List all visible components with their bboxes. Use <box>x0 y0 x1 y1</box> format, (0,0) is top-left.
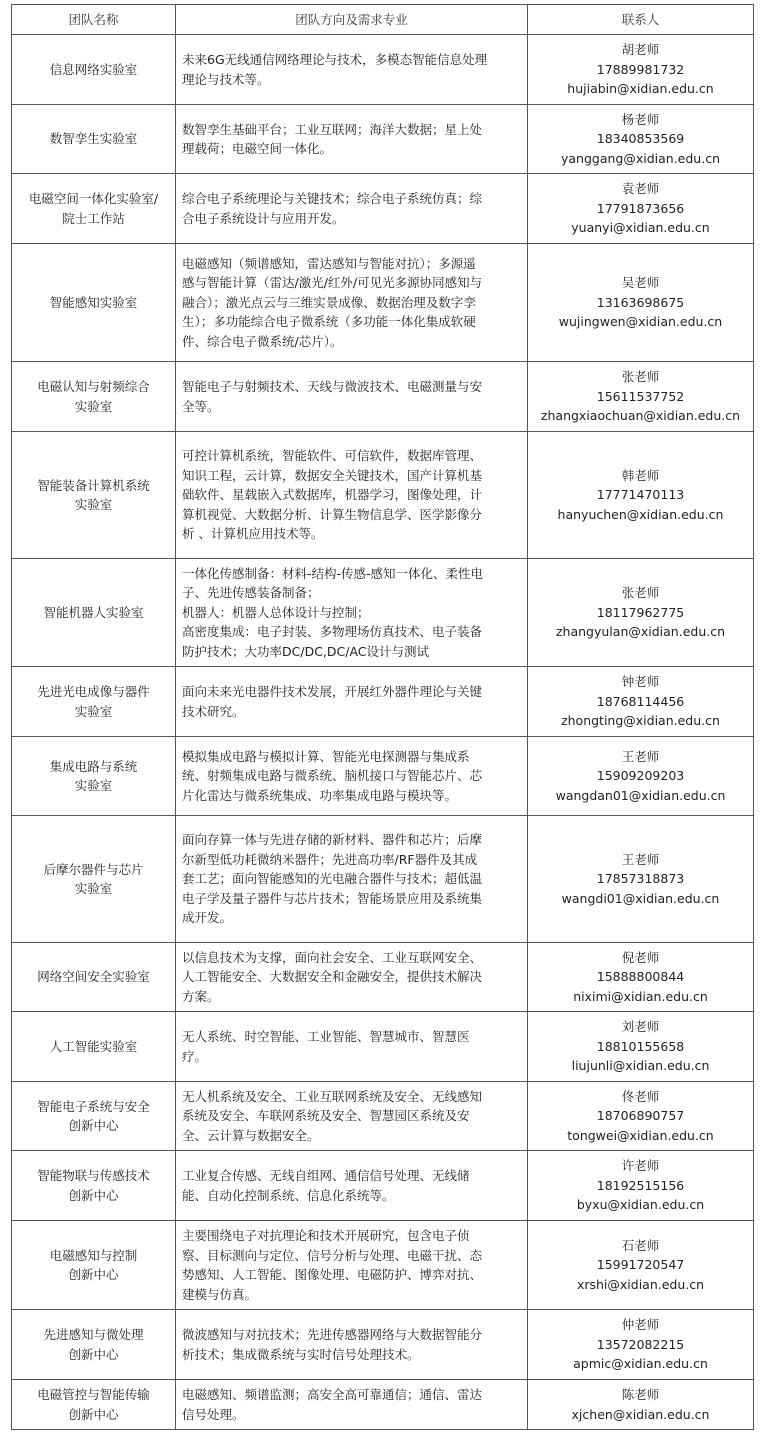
direction-line: 全等。 <box>182 398 220 414</box>
contact-email[interactable]: hanyuchen@xidian.edu.cn <box>557 506 724 522</box>
team-name-cell <box>12 1310 176 1380</box>
table-row <box>12 1012 754 1082</box>
direction-line: 以信息技术为支撑，面向社会安全、工业互联网安全、 <box>182 949 483 965</box>
direction-line: 智能电子与射频技术、天线与微波技术、电磁测量与安 <box>182 379 483 394</box>
direction-line: 成开发。 <box>182 910 233 926</box>
direction-line: 片化雷达与微系统集成、功率集成电路与模块等。 <box>182 787 458 803</box>
table-row <box>12 174 754 244</box>
direction-cell <box>176 174 528 244</box>
direction-line: 尔新型低功耗微纳米器件；先进高功率/RF器件及其成 <box>182 851 478 867</box>
contact-cell <box>528 362 754 432</box>
contact-name: 张老师 <box>621 585 660 601</box>
contact-name: 王老师 <box>621 851 660 867</box>
direction-line: 析 、计算机应用技术等。 <box>182 526 324 542</box>
contact-email[interactable]: zhangxiaochuan@xidian.edu.cn <box>540 408 741 424</box>
table-row <box>12 737 754 816</box>
contact-cell <box>528 943 754 1012</box>
header-row <box>12 5 754 35</box>
team-name-cell <box>12 1380 176 1430</box>
direction-cell <box>176 244 528 362</box>
contact-phone: 18340853569 <box>596 131 685 147</box>
team-name-line: 智能电子系统与安全 <box>37 1098 150 1114</box>
contact-name: 刘老师 <box>621 1019 660 1035</box>
direction-line: 机器人：机器人总体设计与控制； <box>182 604 370 620</box>
contact-phone: 17791873656 <box>596 200 685 216</box>
team-name-cell <box>12 1012 176 1082</box>
team-name-line: 智能感知实验室 <box>49 294 138 310</box>
contact-name: 倪老师 <box>621 949 660 965</box>
header-contact: 联系人 <box>528 5 754 35</box>
contact-phone: 17889981732 <box>596 61 685 77</box>
direction-line: 统、射频集成电路与微系统、脑机接口与智能芯片、芯 <box>182 768 483 784</box>
direction-line: 未来6G无线通信网络理论与技术，多模态智能信息处理 <box>182 52 488 67</box>
direction-cell <box>176 559 528 667</box>
contact-phone: 15909209203 <box>596 768 685 784</box>
direction-line: 微波感知与对抗技术；先进传感器网络与大数据智能分 <box>182 1327 483 1342</box>
contact-email[interactable]: wujingwen@xidian.edu.cn <box>558 314 723 330</box>
direction-line: 建模与仿真。 <box>182 1286 258 1302</box>
contact-email[interactable]: apmic@xidian.edu.cn <box>573 1356 708 1372</box>
team-name-line: 创新中心 <box>68 1406 119 1422</box>
contact-cell <box>528 105 754 174</box>
team-name-cell <box>12 244 176 362</box>
team-name-cell <box>12 35 176 105</box>
team-name-line: 创新中心 <box>68 1187 119 1203</box>
contact-cell <box>528 667 754 737</box>
team-name-line: 电磁管控与智能传输 <box>37 1387 150 1402</box>
direction-cell <box>176 105 528 174</box>
direction-line: 高密度集成：电子封装、多物理场仿真技术、电子装备 <box>182 624 483 640</box>
contact-email[interactable]: wangdi01@xidian.edu.cn <box>561 890 720 906</box>
team-name-line: 创新中心 <box>68 1346 119 1362</box>
direction-line: 方案。 <box>182 988 220 1004</box>
contact-name: 陈老师 <box>621 1387 660 1402</box>
direction-cell <box>176 943 528 1012</box>
contact-name: 仲老师 <box>621 1317 660 1333</box>
direction-line: 电磁感知、频谱监测；高安全高可靠通信；通信、雷达 <box>182 1387 483 1402</box>
header-direction: 团队方向及需求专业 <box>176 5 528 35</box>
table-row <box>12 667 754 737</box>
contact-name: 袁老师 <box>621 181 660 197</box>
direction-line: 面向存算一体与先进存储的新材料、器件和芯片；后摩 <box>182 832 483 848</box>
team-name-line: 电磁感知与控制 <box>49 1247 138 1263</box>
direction-line: 主要围绕电子对抗理论和技术开展研究，包含电子侦 <box>182 1228 470 1243</box>
table-row <box>12 105 754 174</box>
table-row <box>12 559 754 667</box>
contact-name: 胡老师 <box>621 42 660 58</box>
direction-line: 技术研究。 <box>182 703 245 719</box>
contact-phone: 13572082215 <box>596 1336 685 1352</box>
table-row <box>12 1151 754 1221</box>
contact-email[interactable]: wangdan01@xidian.edu.cn <box>555 787 726 803</box>
contact-cell <box>528 432 754 559</box>
direction-line: 感与智能计算（雷达/激光/红外/可见光多源协同感知与 <box>182 275 483 291</box>
direction-line: 套工艺；面向智能感知的光电融合器件与技术；超低温 <box>182 871 483 887</box>
table-row <box>12 1380 754 1430</box>
team-name-cell <box>12 559 176 667</box>
direction-cell <box>176 1380 528 1430</box>
contact-name: 石老师 <box>621 1237 660 1253</box>
team-name-cell <box>12 174 176 244</box>
contact-cell <box>528 737 754 816</box>
contact-name: 张老师 <box>621 369 660 385</box>
direction-line: 融合）；激光点云与三维实景成像、数据治理及数字孪 <box>182 294 476 310</box>
contact-email[interactable]: liujunli@xidian.edu.cn <box>571 1058 710 1074</box>
direction-line: 面向未来光电器件技术发展，开展红外器件理论与关键 <box>182 684 483 699</box>
direction-line: 系统及安全、车联网系统及安全、智慧园区系统及安 <box>182 1108 470 1124</box>
direction-cell <box>176 35 528 105</box>
header-team-name: 团队名称 <box>12 5 176 35</box>
team-name-cell <box>12 362 176 432</box>
contact-email[interactable]: tongwei@xidian.edu.cn <box>567 1127 714 1143</box>
team-name-line: 信息网络实验室 <box>49 61 138 77</box>
contact-phone: 18768114456 <box>596 693 685 709</box>
direction-cell <box>176 1221 528 1310</box>
team-name-line: 后摩尔器件与芯片 <box>43 861 144 877</box>
contact-phone: 18117962775 <box>596 604 685 620</box>
contact-cell <box>528 1082 754 1151</box>
table-row <box>12 1082 754 1151</box>
direction-line: 察、目标测向与定位、信号分析与处理、电磁干扰、态 <box>182 1247 483 1263</box>
direction-cell <box>176 1082 528 1151</box>
contact-email[interactable]: yanggang@xidian.edu.cn <box>560 150 720 166</box>
contact-name: 佟老师 <box>621 1088 660 1104</box>
team-name-line: 先进感知与微处理 <box>43 1327 144 1342</box>
team-name-line: 网络空间安全实验室 <box>37 969 150 985</box>
contact-cell <box>528 1221 754 1310</box>
team-name-line: 智能装备计算机系统 <box>37 477 150 493</box>
contact-email[interactable]: xjchen@xidian.edu.cn <box>571 1406 710 1422</box>
direction-line: 件、综合电子微系统/芯片）。 <box>182 333 343 349</box>
direction-line: 信号处理。 <box>182 1406 245 1422</box>
direction-line: 电磁感知（频谱感知，雷达感知与智能对抗）；多源遥 <box>182 255 476 271</box>
direction-line: 知识工程，云计算，数据安全关键技术，国产计算机基 <box>182 467 483 483</box>
contact-cell <box>528 1380 754 1430</box>
team-name-cell <box>12 1151 176 1221</box>
direction-line: 数智孪生基础平台；工业互联网；海洋大数据；星上处 <box>182 121 483 137</box>
contact-phone: 17771470113 <box>596 487 685 503</box>
direction-line: 能、自动化控制系统、信息化系统等。 <box>182 1187 395 1203</box>
contact-name: 杨老师 <box>621 111 660 127</box>
direction-line: 无人机系统及安全、工业互联网系统及安全、无线感知 <box>182 1088 483 1104</box>
team-name-line: 人工智能实验室 <box>49 1038 138 1054</box>
contact-phone: 13163698675 <box>596 294 685 310</box>
contact-email[interactable]: niximi@xidian.edu.cn <box>573 988 708 1004</box>
team-name-cell <box>12 105 176 174</box>
team-name-line: 创新中心 <box>68 1267 119 1282</box>
contact-name: 许老师 <box>621 1158 660 1174</box>
contact-phone: 17857318873 <box>596 871 685 887</box>
table-row <box>12 35 754 105</box>
direction-line: 综合电子系统理论与关键技术；综合电子系统仿真；综 <box>182 191 483 206</box>
direction-cell <box>176 1151 528 1221</box>
team-name-cell <box>12 816 176 943</box>
direction-line: 一体化传感制备：材料-结构-传感-感知一体化、柔性电 <box>182 565 484 581</box>
contact-email[interactable]: xrshi@xidian.edu.cn <box>576 1276 705 1292</box>
team-table <box>11 4 754 1430</box>
contact-phone: 18810155658 <box>596 1038 685 1054</box>
team-name-line: 实验室 <box>74 703 113 719</box>
direction-cell <box>176 667 528 737</box>
direction-cell <box>176 362 528 432</box>
team-name-line: 实验室 <box>74 778 113 793</box>
contact-phone: 18192515156 <box>596 1177 685 1193</box>
direction-line: 算机视觉、大数据分析、计算生物信息学、医学影像分 <box>182 506 483 522</box>
direction-line: 生）；多功能综合电子微系统（多功能一体化集成软硬 <box>182 314 476 330</box>
table-row <box>12 1310 754 1380</box>
direction-line: 全、云计算与数据安全。 <box>182 1127 320 1143</box>
direction-line: 无人系统、时空智能、工业智能、智慧城市、智慧医 <box>182 1029 470 1044</box>
direction-line: 析技术；集成微系统与实时信号处理技术。 <box>182 1346 420 1362</box>
contact-name: 韩老师 <box>621 467 660 483</box>
team-name-cell <box>12 667 176 737</box>
contact-cell <box>528 1151 754 1221</box>
direction-line: 可控计算机系统，智能软件、可信软件，数据库管理、 <box>182 448 483 464</box>
direction-cell <box>176 816 528 943</box>
team-name-line: 创新中心 <box>68 1118 119 1133</box>
contact-email[interactable]: zhangyulan@xidian.edu.cn <box>555 624 726 640</box>
team-name-line: 实验室 <box>74 881 113 896</box>
team-name-cell <box>12 737 176 816</box>
direction-line: 子、先进传感装备制备； <box>182 585 320 601</box>
team-name-line: 智能机器人实验室 <box>43 604 144 620</box>
contact-cell <box>528 244 754 362</box>
team-name-line: 电磁认知与射频综合 <box>37 379 150 394</box>
contact-cell <box>528 816 754 943</box>
contact-name: 钟老师 <box>621 674 660 690</box>
team-name-cell <box>12 1082 176 1151</box>
direction-line: 理载荷；电磁空间一体化。 <box>182 141 333 156</box>
contact-phone: 15611537752 <box>596 388 685 404</box>
contact-phone: 15888800844 <box>596 969 685 985</box>
table-row <box>12 244 754 362</box>
direction-line: 势感知、人工智能、图像处理、电磁防护、博弈对抗、 <box>182 1267 483 1282</box>
contact-email[interactable]: hujiabin@xidian.edu.cn <box>567 81 714 97</box>
team-name-line: 实验室 <box>74 497 113 512</box>
team-name-cell <box>12 943 176 1012</box>
direction-line: 防护技术；大功率DC/DC,DC/AC设计与测试 <box>182 643 430 659</box>
contact-phone: 15991720547 <box>596 1257 685 1273</box>
team-name-cell <box>12 432 176 559</box>
contact-cell <box>528 1310 754 1380</box>
direction-line: 理论与技术等。 <box>182 71 270 87</box>
table-row <box>12 362 754 432</box>
direction-cell <box>176 1012 528 1082</box>
contact-cell <box>528 559 754 667</box>
table-row <box>12 1221 754 1310</box>
contact-email[interactable]: yuanyi@xidian.edu.cn <box>571 220 710 236</box>
direction-line: 人工智能安全、大数据安全和金融安全，提供技术解决 <box>182 969 483 985</box>
table-row <box>12 816 754 943</box>
team-name-line: 先进光电成像与器件 <box>37 684 150 699</box>
direction-line: 础软件、星载嵌入式数据库，机器学习，图像处理，计 <box>182 487 483 503</box>
direction-line: 模拟集成电路与模拟计算、智能光电探测器与集成系 <box>182 748 470 764</box>
team-name-line: 电磁空间一体化实验室/ <box>28 191 159 206</box>
direction-cell <box>176 737 528 816</box>
direction-cell <box>176 1310 528 1380</box>
team-name-line: 实验室 <box>74 398 113 414</box>
direction-line: 合电子系统设计与应用开发。 <box>182 210 345 226</box>
contact-cell <box>528 174 754 244</box>
table-row <box>12 432 754 559</box>
contact-email[interactable]: zhongting@xidian.edu.cn <box>561 713 720 729</box>
contact-name: 王老师 <box>621 748 660 764</box>
direction-cell <box>176 432 528 559</box>
contact-cell <box>528 35 754 105</box>
contact-cell <box>528 1012 754 1082</box>
team-name-line: 集成电路与系统 <box>49 758 138 774</box>
team-name-line: 智能物联与传感技术 <box>37 1168 150 1183</box>
table-row <box>12 943 754 1012</box>
team-name-cell <box>12 1221 176 1310</box>
direction-line: 电子学及量子器件与芯片技术；智能场景应用及系统集 <box>182 890 483 906</box>
contact-email[interactable]: byxu@xidian.edu.cn <box>576 1197 705 1213</box>
contact-phone: 18706890757 <box>596 1108 685 1124</box>
contact-name: 吴老师 <box>621 275 660 291</box>
team-name-line: 院士工作站 <box>62 210 125 226</box>
direction-line: 工业复合传感、无线自组网、通信信号处理、无线储 <box>182 1168 470 1183</box>
team-name-line: 数智孪生实验室 <box>49 131 138 147</box>
direction-line: 疗。 <box>182 1048 208 1064</box>
